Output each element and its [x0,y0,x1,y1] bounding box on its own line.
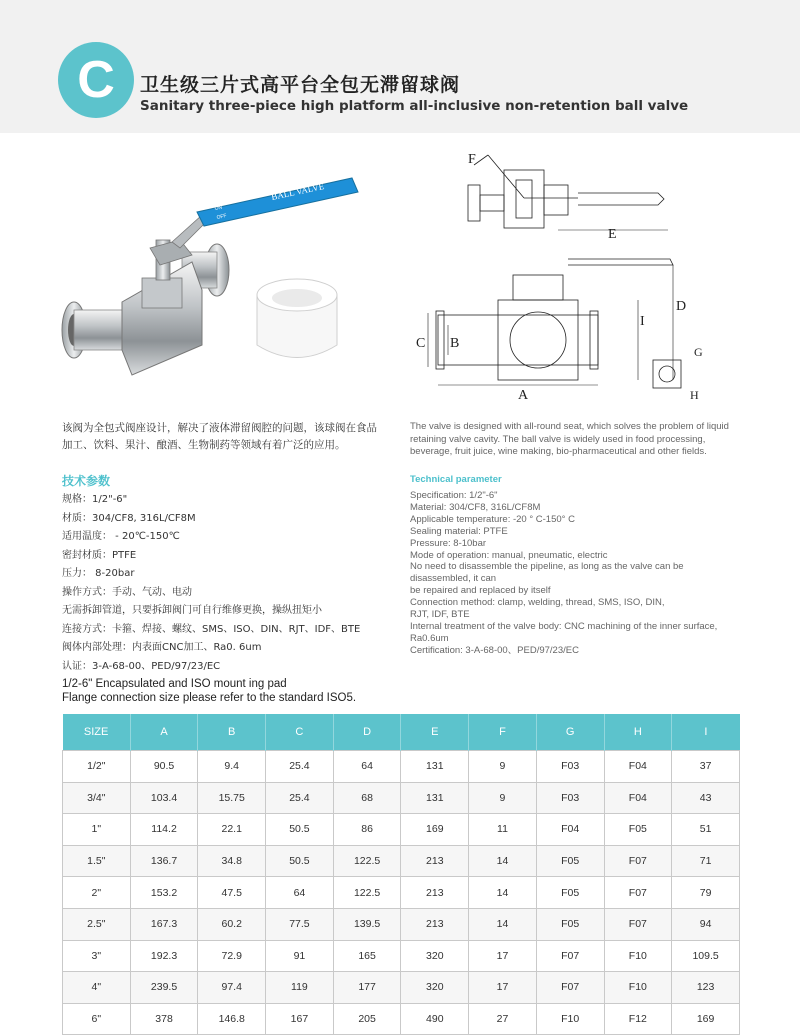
table-cell: F07 [536,972,604,1004]
page-title-cn: 卫生级三片式高平台全包无滞留球阀 [140,74,461,96]
table-row [63,908,740,940]
spec-item: 阀体内部处理：内表面CNC加工、Ra0. 6um [62,642,262,653]
column-header: C [266,714,334,751]
spec-item: RJT, IDF, BTE [410,609,470,621]
spec-item: 规格：1/2"-6" [62,494,128,505]
spec-item: Applicable temperature: -20 ° C-150° C [410,513,575,525]
spec-item: 连接方式：卡箍、焊接、螺纹、SMS、ISO、DIN、RJT、IDF、BTE [62,623,361,635]
spec-item: Material: 304/CF8, 316L/CF8M [410,501,541,513]
table-cell: 165 [333,940,401,972]
table-cell: 4" [63,972,131,1004]
table-cell: 34.8 [198,845,266,877]
description-en: The valve is designed with all-round seat, which solves the problem of liquid retaining valve cavity. The ball valve is widely used in food processing, beverage, fruit juice, wine making, bio-pharmaceutical and other fields. [410,421,729,457]
table-cell: 94 [672,908,740,940]
table-row [63,940,740,972]
table-cell: 14 [469,877,537,909]
table-cell: F07 [604,845,672,877]
logo-c-icon [56,40,136,120]
spec-item: 适用温度： - 20℃-150℃ [62,531,180,542]
svg-text:G: G [694,345,703,359]
table-cell: 86 [333,814,401,846]
table-row [63,814,740,846]
table-cell: 213 [401,877,469,909]
spec-item: 压力： 8-20bar [62,568,135,579]
table-cell: 64 [266,877,334,909]
connection-note [62,677,356,705]
spec-item: Pressure: 8-10bar [410,537,487,549]
svg-text:C: C [416,336,426,351]
spec-item: 材质：304/CF8, 316L/CF8M [62,512,196,524]
table-cell: 17 [469,940,537,972]
table-cell: 27 [469,1003,537,1035]
table-cell: 6" [63,1003,131,1035]
table-cell: 131 [401,751,469,783]
table-cell: 9 [469,751,537,783]
table-cell: 119 [266,972,334,1004]
table-cell: 64 [333,751,401,783]
table-cell: 378 [130,1003,198,1035]
table-cell: 153.2 [130,877,198,909]
table-cell: 2.5" [63,908,131,940]
table-cell: 136.7 [130,845,198,877]
column-header: B [198,714,266,751]
spec-list-cn [62,491,392,676]
table-cell: 37 [672,751,740,783]
spec-item: Sealing material: PTFE [410,525,508,537]
table-cell: 109.5 [672,940,740,972]
svg-text:F: F [468,152,476,167]
table-cell: 123 [672,972,740,1004]
spec-item: 操作方式：手动、气动、电动 [62,586,192,598]
table-header-row [63,714,740,751]
table-cell: F04 [536,814,604,846]
table-cell: 122.5 [333,877,401,909]
table-cell: 14 [469,845,537,877]
table-cell: 90.5 [130,751,198,783]
table-cell: 169 [672,1003,740,1035]
table-cell: 320 [401,972,469,1004]
svg-text:I: I [640,314,645,329]
column-header: SIZE [63,714,131,751]
table-cell: 77.5 [266,908,334,940]
table-cell: F03 [536,751,604,783]
spec-item: Specification: 1/2"-6" [410,490,498,501]
table-row [63,782,740,814]
dimension-drawing [408,135,738,410]
table-cell: 114.2 [130,814,198,846]
note-line-2: Flange connection size please refer to the standard ISO5. [62,692,357,704]
spec-item: Ra0.6um [410,632,449,644]
spec-item: disassembled, it can [410,573,497,585]
column-header: I [672,714,740,751]
svg-text:BALL VALVE: BALL VALVE [270,180,326,202]
note-line-1: 1/2-6" Encapsulated and ISO mount ing pad [62,678,287,690]
spec-item: Certification: 3-A-68-00、PED/97/23/EC [410,644,579,656]
svg-text:B: B [450,336,460,351]
table-cell: 71 [672,845,740,877]
table-cell: 11 [469,814,537,846]
table-cell: 1.5" [63,845,131,877]
table-row [63,972,740,1004]
svg-text:OFF: OFF [216,213,228,221]
table-cell: 79 [672,877,740,909]
dimension-table-wrap [62,714,740,1035]
table-cell: F07 [536,940,604,972]
tech-title-en: Technical parameter [410,474,502,485]
table-cell: 103.4 [130,782,198,814]
table-cell: F12 [604,1003,672,1035]
table-cell: 205 [333,1003,401,1035]
svg-text:ON: ON [214,204,223,212]
table-cell: F04 [604,751,672,783]
table-cell: F07 [604,877,672,909]
table-cell: 3/4" [63,782,131,814]
table-cell: 213 [401,908,469,940]
table-cell: F10 [604,972,672,1004]
table-cell: 50.5 [266,845,334,877]
table-cell: F03 [536,782,604,814]
table-cell: F10 [536,1003,604,1035]
table-cell: 50.5 [266,814,334,846]
column-header: E [401,714,469,751]
table-cell: 25.4 [266,782,334,814]
column-header: F [469,714,537,751]
table-cell: 43 [672,782,740,814]
table-cell: 9 [469,782,537,814]
table-cell: 167.3 [130,908,198,940]
svg-text:A: A [518,388,529,403]
svg-text:D: D [676,299,687,314]
table-cell: 131 [401,782,469,814]
table-cell: 17 [469,972,537,1004]
table-row [63,751,740,783]
table-cell: 47.5 [198,877,266,909]
table-cell: 3" [63,940,131,972]
column-header: H [604,714,672,751]
header-band [0,0,800,133]
table-cell: 239.5 [130,972,198,1004]
spec-item: be repaired and replaced by itself [410,585,551,597]
spec-item: 密封材质：PTFE [62,549,137,561]
svg-text:C: C [77,51,115,109]
table-cell: 14 [469,908,537,940]
table-cell: 60.2 [198,908,266,940]
tech-title-cn: 技术参数 [62,474,111,488]
table-cell: 122.5 [333,845,401,877]
table-cell: F05 [536,908,604,940]
dimension-table [62,714,740,1035]
table-body [63,751,740,1035]
table-cell: 25.4 [266,751,334,783]
table-cell: F07 [604,908,672,940]
table-cell: 490 [401,1003,469,1035]
spec-item: 认证：3-A-68-00、PED/97/23/EC [62,660,221,672]
page-title-en: Sanitary three-piece high platform all-inclusive non-retention ball valve [140,98,689,114]
table-cell: 167 [266,1003,334,1035]
table-cell: 177 [333,972,401,1004]
table-cell: 51 [672,814,740,846]
table-cell: 146.8 [198,1003,266,1035]
svg-text:E: E [608,227,617,242]
table-row [63,1003,740,1035]
column-header: D [333,714,401,751]
table-cell: F05 [604,814,672,846]
column-header: G [536,714,604,751]
table-cell: 213 [401,845,469,877]
table-cell: 97.4 [198,972,266,1004]
table-row [63,845,740,877]
description-cn: 该阀为全包式阀座设计，解决了液体滞留阀腔的问题，该球阀在食品加工、饮料、果汁、酿酒、生物制药等领域有着广泛的应用。 [62,422,377,451]
spec-item: 无需拆卸管道，只要拆卸阀门可自行维修更换，操纵扭矩小 [62,605,322,616]
spec-item: Internal treatment of the valve body: CNC machining of the inner surface, [410,620,718,632]
table-cell: 22.1 [198,814,266,846]
svg-text:H: H [690,388,699,402]
table-cell: F05 [536,877,604,909]
table-cell: 2" [63,877,131,909]
table-cell: 139.5 [333,908,401,940]
table-cell: 9.4 [198,751,266,783]
ball-valve-photo [52,170,392,400]
table-cell: 169 [401,814,469,846]
table-cell: 1" [63,814,131,846]
table-cell: 1/2" [63,751,131,783]
table-cell: 72.9 [198,940,266,972]
spec-list-en [410,490,750,657]
spec-item: No need to disassemble the pipeline, as long as the valve can be [410,561,684,573]
table-cell: 192.3 [130,940,198,972]
table-cell: 68 [333,782,401,814]
column-header: A [130,714,198,751]
table-cell: 15.75 [198,782,266,814]
table-cell: 91 [266,940,334,972]
table-cell: F10 [604,940,672,972]
spec-item: Mode of operation: manual, pneumatic, electric [410,549,608,561]
table-cell: 320 [401,940,469,972]
table-row [63,877,740,909]
table-cell: F05 [536,845,604,877]
spec-item: Connection method: clamp, welding, thread, SMS, ISO, DIN, [410,597,665,609]
table-cell: F04 [604,782,672,814]
